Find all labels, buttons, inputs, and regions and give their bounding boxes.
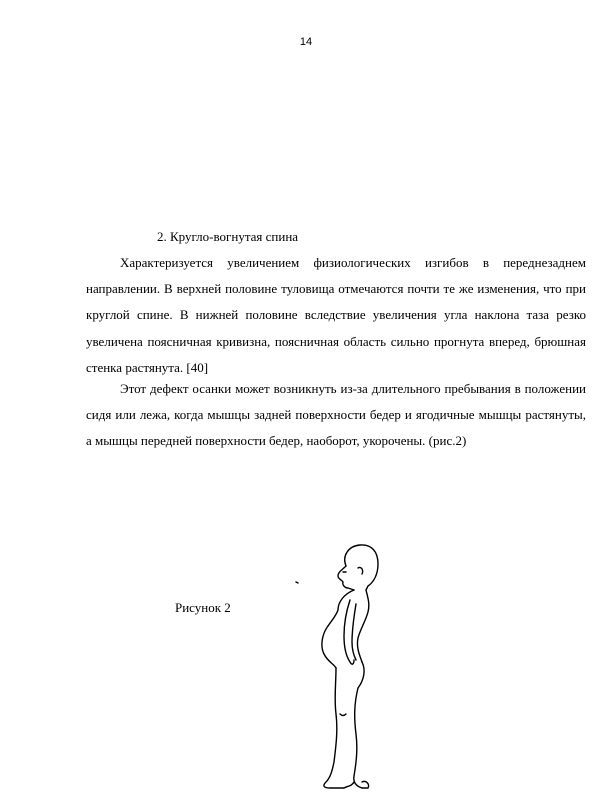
stray-mark bbox=[296, 582, 298, 583]
front-leg bbox=[324, 668, 344, 788]
back-outline bbox=[357, 590, 368, 662]
arm-inner bbox=[352, 604, 356, 660]
paragraph-1-block bbox=[86, 250, 586, 381]
page-number: 14 bbox=[299, 36, 313, 48]
paragraph-2: Этот дефект осанки может возникнуть из-за длительного пребывания в положении сидя или лежа, когда мышцы задней поверхности бедер и ягодичные мышцы растянуты, а мышцы передней поверхности бедер, наоборот, укорочены. (рис.2) bbox=[86, 381, 586, 449]
paragraph-1: Характеризуется увеличением физиологических изгибов в переднезаднем направлении. В верхней половине туловища отмечаются почти те же изменения, что при круглой спине. В нижней половине вследствие увеличения угла наклона таза резко увеличена поясничная кривизна, поясничная область сильно прогнута вперед, брюшная стенка растянута. [40] bbox=[86, 255, 586, 375]
ear bbox=[358, 567, 363, 574]
back-leg bbox=[354, 688, 362, 788]
standing-figure-drawing bbox=[288, 538, 398, 792]
figure-caption: Рисунок 2 bbox=[175, 600, 231, 615]
buttocks-outline bbox=[358, 662, 364, 688]
face-outline bbox=[338, 566, 354, 590]
heel bbox=[362, 781, 369, 788]
foot-back bbox=[344, 782, 354, 788]
belly-outline bbox=[322, 626, 336, 668]
paragraph-2-block bbox=[86, 376, 586, 455]
posture-figure bbox=[288, 538, 398, 792]
knee-line bbox=[340, 714, 346, 716]
chest-outline bbox=[328, 590, 354, 626]
section-heading: 2. Кругло-вогнутая спина bbox=[157, 229, 299, 244]
